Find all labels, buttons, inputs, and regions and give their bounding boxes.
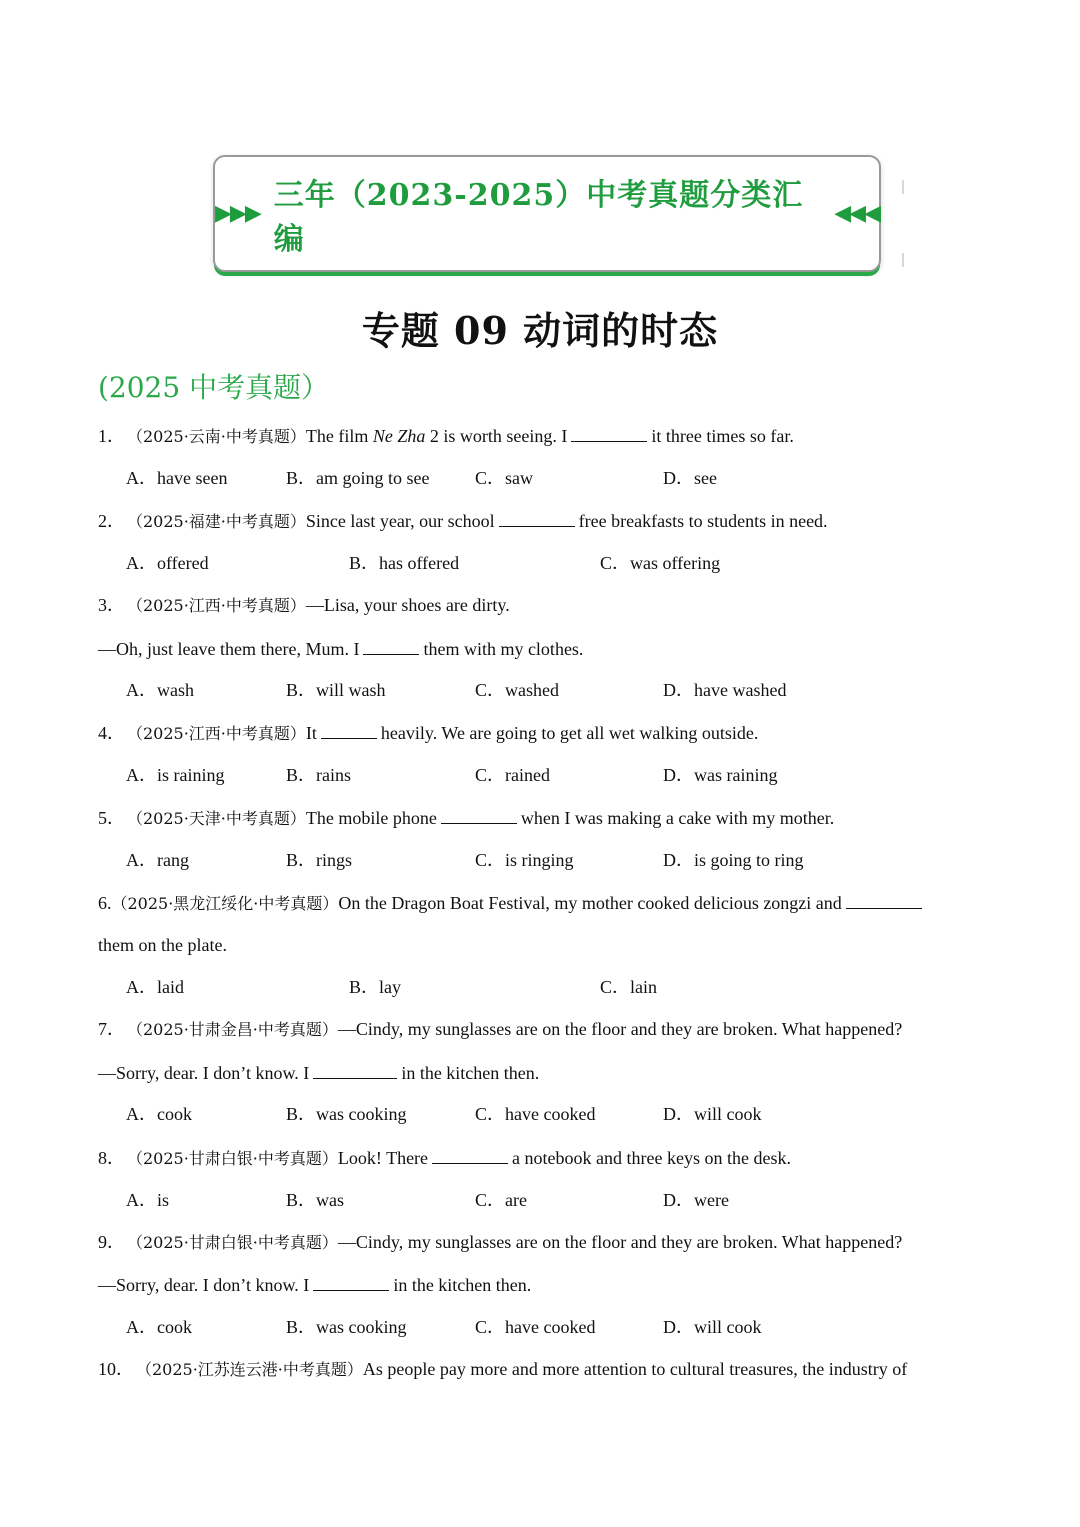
question-text: heavily. We are going to get all wet walking outside. [380, 723, 759, 743]
answer-blank[interactable] [441, 805, 517, 824]
option-d[interactable]: D．have washed [663, 680, 787, 700]
option-c[interactable]: C．saw [475, 468, 533, 488]
question-text: —Sorry, dear. I don’t know. I [98, 1063, 310, 1083]
question-source: （2025·甘肃白银·中考真题） [135, 1233, 338, 1252]
option-d[interactable]: D．will cook [663, 1104, 762, 1124]
question-8 [98, 1145, 791, 1171]
answer-blank[interactable] [571, 423, 647, 442]
option-a[interactable]: A．is [126, 1190, 170, 1210]
question-source: （2025·甘肃金昌·中考真题） [135, 1020, 338, 1039]
question-text: The film [305, 426, 373, 446]
question-text: It [305, 723, 317, 743]
option-a[interactable]: A．have seen [126, 468, 228, 488]
answer-blank[interactable] [313, 1272, 389, 1291]
question-text: a notebook and three keys on the desk. [512, 1148, 791, 1168]
question-1 [98, 423, 794, 449]
answer-blank[interactable] [363, 636, 419, 655]
option-c[interactable]: C．is ringing [475, 850, 574, 870]
page-title: 专题 09 动词的时态 [361, 308, 719, 353]
option-b[interactable]: B．was cooking [286, 1317, 407, 1337]
option-d[interactable]: D．was raining [663, 765, 778, 785]
question-text: —Cindy, my sunglasses are on the floor and they are broken. What happened? [337, 1019, 903, 1039]
question-number: 1． [98, 426, 125, 446]
question-5 [98, 805, 834, 831]
option-c[interactable]: C．are [475, 1190, 527, 1210]
banner-title: 三年（2023-2025）中考真题分类汇编 [273, 177, 804, 257]
option-a[interactable]: A．cook [126, 1104, 192, 1124]
option-d[interactable]: D．will cook [663, 1317, 762, 1337]
section-heading: (2025 中考真题） [98, 371, 330, 404]
option-a[interactable]: A．rang [126, 850, 189, 870]
option-d[interactable]: D．is going to ring [663, 850, 804, 870]
question-7-line-2 [98, 1060, 539, 1085]
question-text: —Lisa, your shoes are dirty. [305, 595, 510, 615]
question-10 [98, 1357, 907, 1382]
answer-blank[interactable] [846, 890, 922, 909]
option-b[interactable]: B．was [286, 1190, 344, 1210]
question-source: （2025·云南·中考真题） [135, 427, 306, 446]
question-source: （2025·黑龙江绥化·中考真题） [111, 894, 339, 913]
option-d[interactable]: D．see [663, 468, 717, 488]
question-number: 10． [98, 1359, 134, 1379]
question-7 [98, 1017, 902, 1042]
question-text: The mobile phone [305, 808, 437, 828]
option-a[interactable]: A．cook [126, 1317, 192, 1337]
question-number: 8． [98, 1148, 125, 1168]
option-a[interactable]: A．laid [126, 977, 184, 997]
question-number: 3． [98, 595, 125, 615]
option-b[interactable]: B．lay [349, 977, 401, 997]
option-c[interactable]: C．rained [475, 765, 550, 785]
option-b[interactable]: B．was cooking [286, 1104, 407, 1124]
question-text: in the kitchen then. [401, 1063, 540, 1083]
edge-mark [902, 180, 904, 194]
question-source: （2025·福建·中考真题） [135, 512, 306, 531]
option-a[interactable]: A．offered [126, 553, 209, 573]
question-number: 5． [98, 808, 125, 828]
question-number: 7． [98, 1019, 125, 1039]
option-b[interactable]: B．am going to see [286, 468, 430, 488]
question-text: Look! There [337, 1148, 429, 1168]
question-number: 2． [98, 511, 125, 531]
question-text: Since last year, our school [305, 511, 495, 531]
question-source: （2025·甘肃白银·中考真题） [135, 1149, 338, 1168]
answer-blank[interactable] [313, 1060, 397, 1079]
option-c[interactable]: C．washed [475, 680, 559, 700]
question-text: 2 is worth seeing. I [425, 426, 568, 446]
question-text: in the kitchen then. [393, 1275, 532, 1295]
question-text: On the Dragon Boat Festival, my mother cooked delicious zongzi and [338, 893, 842, 913]
question-text: As people pay more and more attention to cultural treasures, the industry of [362, 1359, 908, 1379]
option-c[interactable]: C．have cooked [475, 1104, 596, 1124]
question-3-line-2 [98, 636, 583, 661]
option-a[interactable]: A．wash [126, 680, 194, 700]
answer-blank[interactable] [499, 508, 575, 527]
question-text: free breakfasts to students in need. [578, 511, 828, 531]
question-text: —Oh, just leave them there, Mum. I [98, 639, 360, 659]
option-b[interactable]: B．has offered [349, 553, 460, 573]
question-number: 4． [98, 723, 125, 743]
question-text: them with my clothes. [423, 639, 584, 659]
question-text: when I was making a cake with my mother. [520, 808, 835, 828]
option-c[interactable]: C．lain [600, 977, 657, 997]
question-source: （2025·江苏连云港·中考真题） [144, 1360, 363, 1379]
question-italic-text: Ne Zha [372, 426, 426, 446]
option-b[interactable]: B．rings [286, 850, 353, 870]
question-text: —Cindy, my sunglasses are on the floor and they are broken. What happened? [337, 1232, 903, 1252]
question-source: （2025·江西·中考真题） [135, 724, 306, 743]
option-d[interactable]: D．were [663, 1190, 729, 1210]
question-4 [98, 720, 758, 746]
question-number: 9． [98, 1232, 125, 1252]
question-6-line-2: them on the plate. [98, 935, 227, 955]
question-2 [98, 508, 828, 534]
question-text: it three times so far. [651, 426, 794, 446]
option-b[interactable]: B．will wash [286, 680, 386, 700]
question-9-line-2 [98, 1272, 531, 1297]
question-6 [98, 890, 926, 916]
question-number: 6. [98, 893, 112, 913]
edge-mark [902, 253, 904, 267]
question-source: （2025·江西·中考真题） [135, 596, 306, 615]
header-banner [213, 155, 881, 272]
answer-blank[interactable] [432, 1145, 508, 1164]
question-3 [98, 593, 510, 618]
option-b[interactable]: B．rains [286, 765, 351, 785]
option-a[interactable]: A．is raining [126, 765, 225, 785]
question-source: （2025·天津·中考真题） [135, 809, 306, 828]
option-c[interactable]: C．have cooked [475, 1317, 596, 1337]
question-text: —Sorry, dear. I don’t know. I [98, 1275, 310, 1295]
question-9 [98, 1230, 902, 1255]
answer-blank[interactable] [321, 720, 377, 739]
left-arrows-icon: ◀◀◀ [834, 201, 879, 226]
right-arrows-icon: ▶▶▶ [215, 201, 260, 226]
option-c[interactable]: C．was offering [600, 553, 721, 573]
